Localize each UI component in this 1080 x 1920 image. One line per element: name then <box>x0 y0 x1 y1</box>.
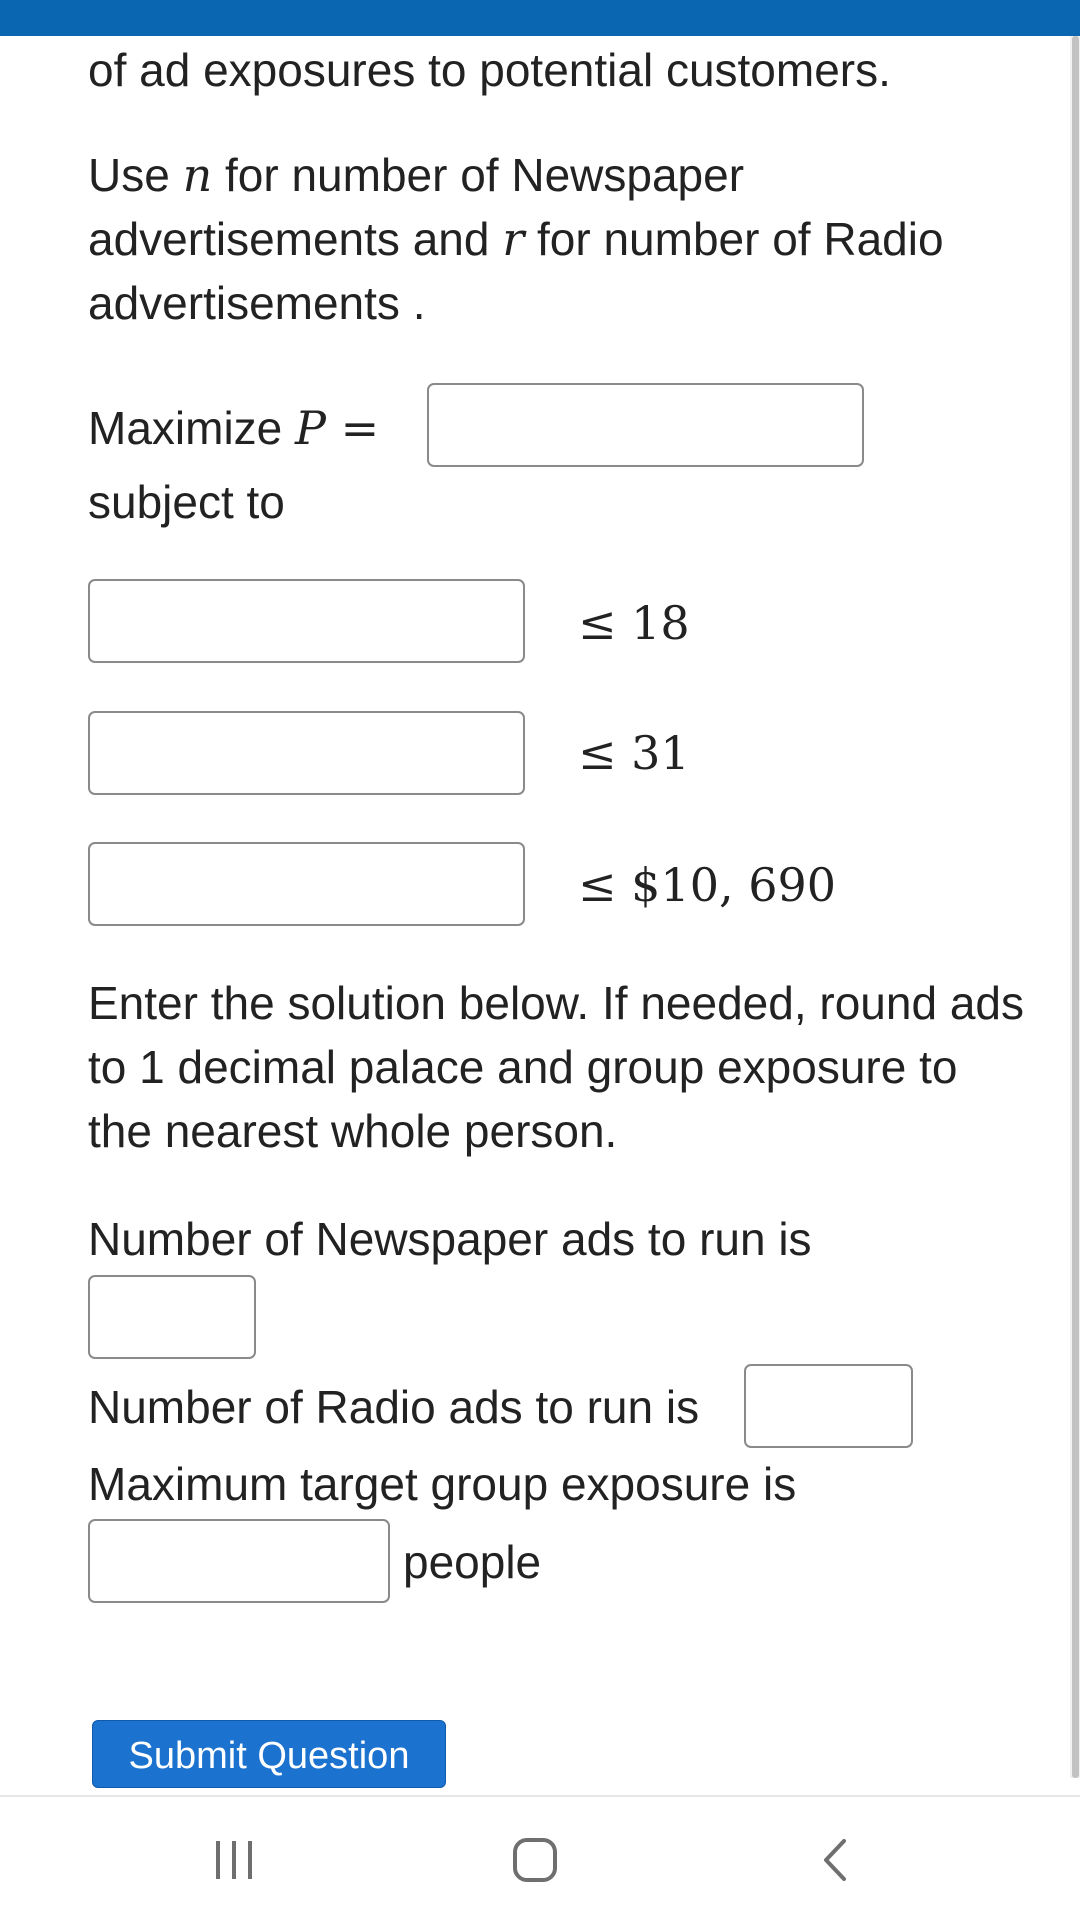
top-header-bar <box>0 0 1080 36</box>
objective-label <box>88 396 379 460</box>
constraint-2-rhs: ≤ 31 <box>578 726 690 780</box>
android-navigation-bar <box>0 1795 1080 1920</box>
max-exposure-label: Maximum target group exposure is <box>88 1458 797 1510</box>
newspaper-ads-input[interactable] <box>88 1275 256 1359</box>
equals-sign: = <box>325 401 380 455</box>
objective-variable: P <box>295 401 326 455</box>
subject-to-label: subject to <box>88 476 285 528</box>
radio-ads-label: Number of Radio ads to run is <box>88 1381 700 1433</box>
variable-r-desc: for number of Radio advertisements . <box>88 213 944 329</box>
scrollbar-thumb[interactable] <box>1072 36 1079 1778</box>
intro-text: of ad exposures to potential customers. <box>88 44 891 96</box>
exposure-unit-label: people <box>403 1536 542 1588</box>
constraint-2-input[interactable] <box>88 711 525 795</box>
objective-function-input[interactable] <box>427 383 864 467</box>
use-text: Use <box>88 149 183 201</box>
intro-line <box>88 38 1028 102</box>
constraint-1-input[interactable] <box>88 579 525 663</box>
home-icon[interactable] <box>512 1837 558 1888</box>
radio-ads-input[interactable] <box>744 1364 913 1448</box>
constraint-3-rhs: ≤ $10, 690 <box>578 858 837 912</box>
newspaper-ads-label: Number of Newspaper ads to run is <box>88 1213 812 1265</box>
constraint-1-rhs: ≤ 18 <box>578 596 690 650</box>
maximize-text: Maximize <box>88 402 296 454</box>
variable-definition <box>88 143 1028 335</box>
submit-question-button[interactable]: Submit Question <box>92 1720 446 1788</box>
variable-r: r <box>502 212 525 266</box>
variable-n-desc: for number of Newspaper advertisements and <box>88 149 745 265</box>
recent-apps-icon[interactable] <box>212 1837 256 1888</box>
variable-n: n <box>182 148 213 202</box>
back-icon[interactable] <box>818 1837 852 1888</box>
max-exposure-input[interactable] <box>88 1519 390 1603</box>
constraint-3-input[interactable] <box>88 842 525 926</box>
instructions-text: Enter the solution below. If needed, round ads to 1 decimal palace and group exposure to the nearest whole person. <box>88 977 1024 1157</box>
